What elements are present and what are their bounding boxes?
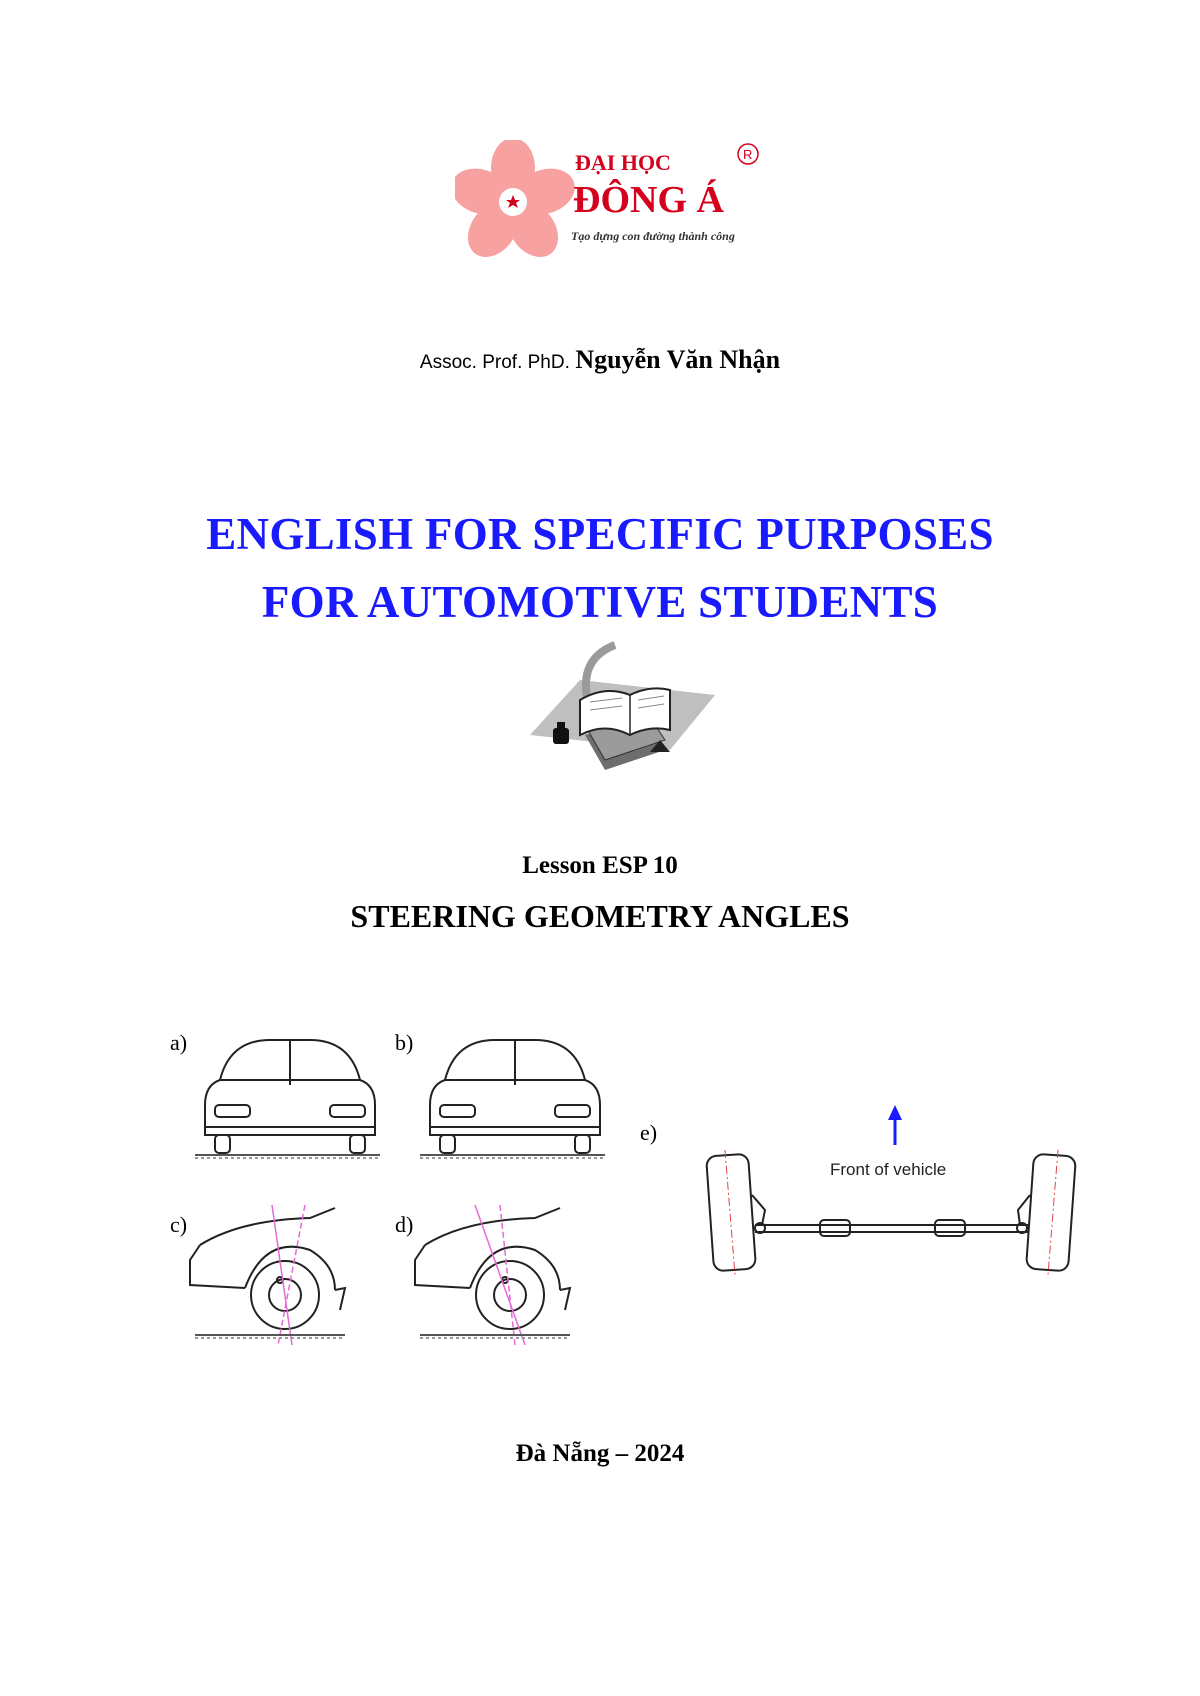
author-line [0, 345, 1200, 375]
panel-c-side-view [170, 1205, 345, 1345]
steering-angles-figure [170, 1010, 1080, 1365]
label-b: b) [395, 1030, 414, 1055]
logo-line1: ĐẠI HỌC [575, 150, 671, 175]
document-title-line1: ENGLISH FOR SPECIFIC PURPOSES [206, 509, 994, 559]
flower-icon [455, 140, 581, 260]
svg-text:R: R [743, 147, 753, 162]
lesson-title: STEERING GEOMETRY ANGLES [350, 898, 850, 934]
label-e: e) [640, 1120, 658, 1145]
book-stack-icon [580, 688, 670, 770]
label-a: a) [170, 1030, 188, 1055]
university-logo [455, 140, 785, 260]
panel-d-side-view [395, 1205, 570, 1345]
front-arrow-icon [888, 1105, 902, 1145]
front-of-vehicle-label: Front of vehicle [830, 1160, 947, 1179]
lesson-code: Lesson ESP 10 [522, 852, 678, 879]
label-c: c) [170, 1212, 188, 1237]
book-illustration [520, 640, 720, 790]
panel-e-toe-top-view [640, 1105, 1076, 1275]
document-title-line2: FOR AUTOMOTIVE STUDENTS [261, 577, 939, 627]
author-name: Nguyễn Văn Nhận [575, 345, 781, 374]
place-and-year: Đà Nẵng – 2024 [515, 1440, 685, 1467]
author-role: Assoc. Prof. PhD. [419, 352, 570, 373]
panel-b-car-front [395, 1030, 605, 1158]
panel-a-car-front [170, 1030, 380, 1158]
logo-line2: ĐÔNG Á [573, 179, 724, 221]
logo-slogan: Tạo dựng con đường thành công [571, 229, 735, 243]
label-d: d) [395, 1212, 414, 1237]
registered-mark [738, 144, 758, 164]
